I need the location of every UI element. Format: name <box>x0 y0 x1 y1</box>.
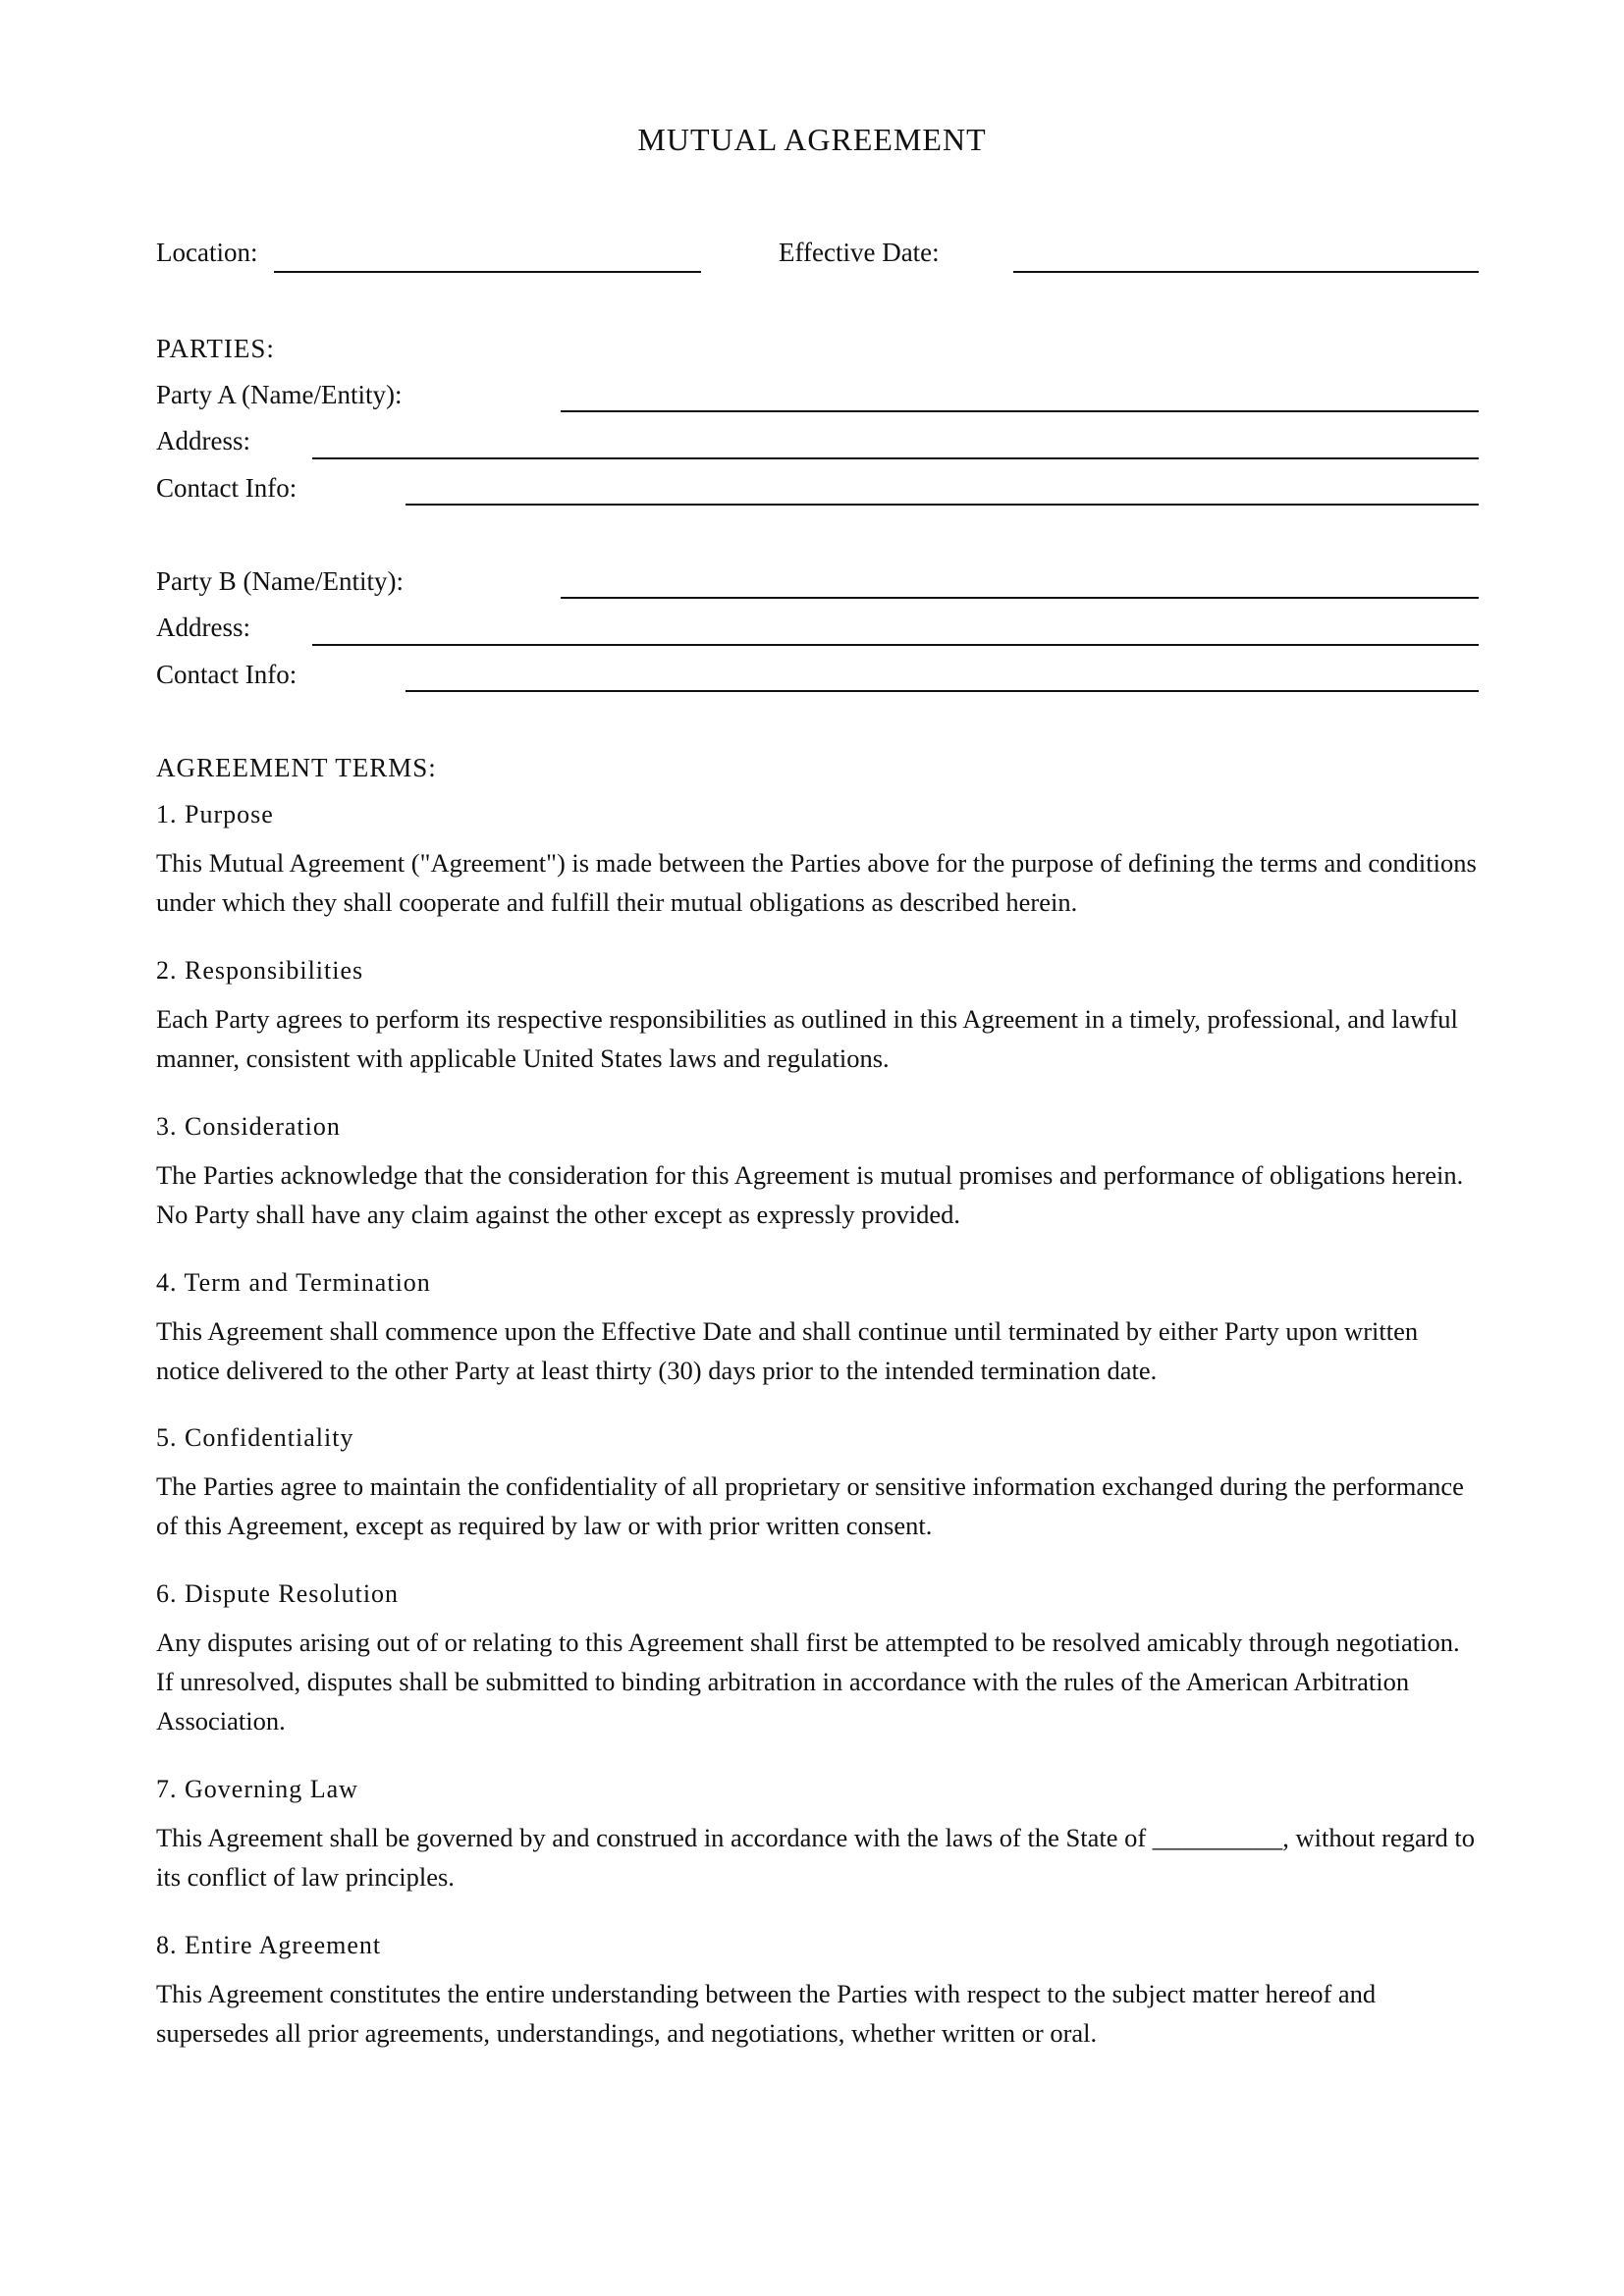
effective-date-field[interactable] <box>1013 271 1479 273</box>
location-label: Location: <box>156 238 258 267</box>
party-a-contact-field[interactable] <box>406 504 1479 506</box>
section-body: Each Party agrees to perform its respective responsibilities as outlined in this Agreement in a timely, professional, and lawful manner, consistent with applicable United States laws and regulations. <box>156 1004 1458 1073</box>
party-b-name-label: Party B (Name/Entity): <box>156 566 404 596</box>
section-heading: 2. Responsibilities <box>156 956 364 985</box>
section-heading: 4. Term and Termination <box>156 1268 431 1297</box>
document-title: MUTUAL AGREEMENT <box>637 122 987 157</box>
party-b-name-field[interactable] <box>561 597 1479 599</box>
party-b-address-field[interactable] <box>312 644 1479 646</box>
terms-heading: AGREEMENT TERMS: <box>156 753 437 782</box>
party-a-name-field[interactable] <box>561 410 1479 412</box>
location-field[interactable] <box>274 271 701 273</box>
party-a-address-field[interactable] <box>312 457 1479 459</box>
party-b-contact-field[interactable] <box>406 690 1479 692</box>
party-a-name-label: Party A (Name/Entity): <box>156 380 403 409</box>
section-body: This Mutual Agreement ("Agreement") is made between the Parties above for the purpose of defining the terms and conditions under which they shall cooperate and fulfill their mutual obligations as described herein. <box>156 848 1477 917</box>
party-b-address-label: Address: <box>156 613 250 642</box>
section-heading: 3. Consideration <box>156 1112 341 1141</box>
section-heading: 5. Confidentiality <box>156 1423 354 1452</box>
section-heading: 6. Dispute Resolution <box>156 1579 400 1608</box>
section-heading: 8. Entire Agreement <box>156 1931 382 1959</box>
effective-date-label: Effective Date: <box>779 238 940 267</box>
section-body: This Agreement shall commence upon the Effective Date and shall continue until terminated by either Party upon written notice delivered to the other Party at least thirty (30) days prior to the intended termination date. <box>156 1316 1419 1385</box>
section-body: This Agreement constitutes the entire understanding between the Parties with respect to the subject matter hereof and supersedes all prior agreements, understandings, and negotiations, whether written or oral. <box>156 1979 1377 2048</box>
party-a-contact-label: Contact Info: <box>156 473 298 503</box>
party-b-contact-label: Contact Info: <box>156 660 298 689</box>
party-a-address-label: Address: <box>156 426 250 455</box>
section-body: Any disputes arising out of or relating to this Agreement shall first be attempted to be resolved amicably through negotiation. If unresolved, disputes shall be submitted to binding arbitration in accordance with the rules of the American Arbitration Association. <box>156 1628 1460 1735</box>
section-heading: 7. Governing Law <box>156 1775 358 1803</box>
section-body: The Parties agree to maintain the confidentiality of all proprietary or sensitive information exchanged during the performance of this Agreement, except as required by law or with prior written consent. <box>156 1471 1464 1540</box>
section-body: This Agreement shall be governed by and construed in accordance with the laws of the State of __________, without regard to its conflict of law principles. <box>156 1823 1476 1892</box>
parties-heading: PARTIES: <box>156 334 275 363</box>
section-body: The Parties acknowledge that the consideration for this Agreement is mutual promises and performance of obligations herein. No Party shall have any claim against the other except as expressly provided. <box>156 1160 1464 1229</box>
section-heading: 1. Purpose <box>156 800 274 828</box>
